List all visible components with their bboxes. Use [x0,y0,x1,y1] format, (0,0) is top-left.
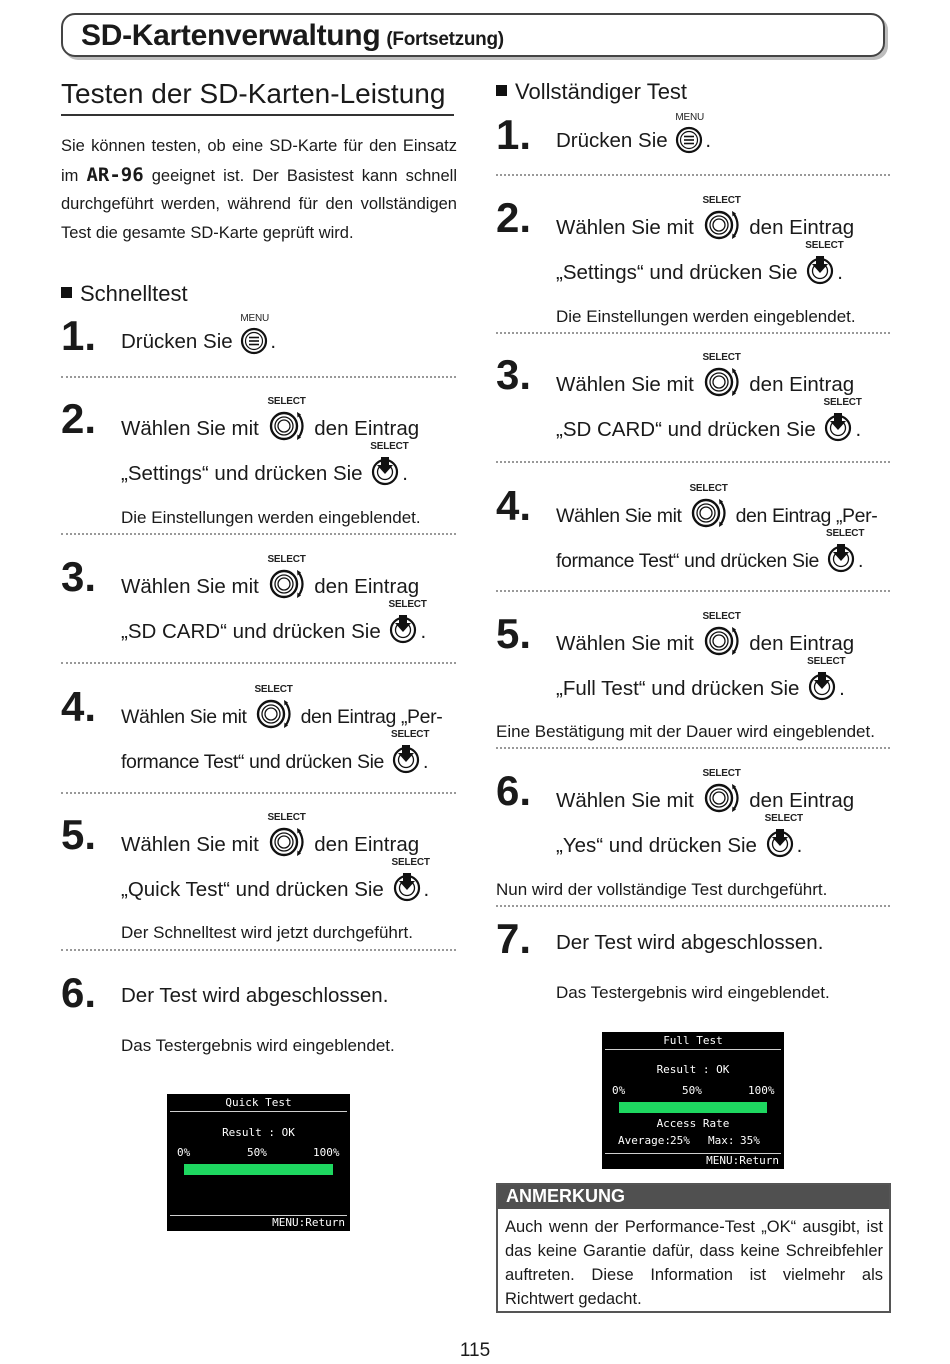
step-number: 3. [61,553,97,600]
note-text: Auch wenn der Performance-Test „OK“ ausgibt, ist das keine Garantie dafür, dass keine Schreibfehler auftreten. Diese Information ist vielmehr als Richtwert gedacht. [505,1218,883,1308]
progress-bar [184,1164,333,1175]
step-note: Das Testergebnis wird eingeblendet. [121,1036,395,1055]
step-text: „Settings“ und drücken Sie SELECT . [556,240,844,284]
quick-test-screen [167,1094,350,1231]
progress-bar [619,1102,767,1113]
menu-button-icon: MENU [675,126,703,154]
select-press-icon: SELECT [391,743,421,775]
step-number: 2. [61,395,97,442]
screen-title: Quick Test [225,1096,292,1109]
step-text: Wählen Sie mit SELECT den Eintrag [121,812,420,856]
select-dial-icon: SELECT [702,366,742,398]
step-number: 1. [61,312,97,359]
select-press-icon: SELECT [370,455,400,487]
access-rate-label: Access Rate [656,1117,730,1130]
step-number: 2. [496,194,532,241]
divider [61,949,456,951]
screen-title: Full Test [663,1034,723,1047]
select-press-icon: SELECT [823,411,853,443]
result-text: Result : OK [222,1126,295,1139]
screen-divider [170,1111,347,1112]
select-press-icon: SELECT [805,254,835,286]
step-number: 7. [496,915,532,962]
divider [496,747,890,749]
select-press-icon: SELECT [807,670,837,702]
step-number: 3. [496,351,532,398]
divider [61,533,456,535]
step-text: „SD CARD“ und drücken Sie SELECT . [556,397,862,441]
average-label: Average: [618,1134,671,1147]
step-text: Der Test wird abgeschlossen. [556,931,824,954]
select-press-icon: SELECT [826,542,856,574]
full-test-screen [602,1032,784,1169]
progress-label-100: 100% [748,1084,775,1097]
section-title: Testen der SD-Karten-Leistung [61,78,454,116]
max-label: Max: [708,1134,735,1147]
select-dial-icon: SELECT [267,568,307,600]
full-test-heading: Vollständiger Test [496,79,687,105]
select-dial-icon: SELECT [702,209,742,241]
divider [496,174,890,176]
select-press-icon: SELECT [388,613,418,645]
select-press-icon: SELECT [392,871,422,903]
step-text: Der Test wird abgeschlossen. [121,984,389,1007]
page-title: SD-Kartenverwaltung (Fortsetzung) [81,19,504,52]
step-text: formance Test“ und drücken Sie SELECT . [121,729,430,773]
progress-label-0: 0% [177,1146,191,1159]
progress-label-0: 0% [612,1084,626,1097]
step-text: „Full Test“ und drücken Sie SELECT . [556,656,846,700]
step-text: Wählen Sie mit SELECT den Eintrag [556,352,855,396]
progress-label-50: 50% [247,1146,267,1159]
page-subtitle: (Fortsetzung) [386,29,504,50]
menu-button-icon: MENU [240,327,268,355]
select-dial-icon: SELECT [267,826,307,858]
screen-footer: MENU:Return [272,1216,345,1229]
result-text: Result : OK [656,1063,730,1076]
step-text: „Settings“ und drücken Sie SELECT . [121,441,409,485]
intro-paragraph: Sie können testen, ob eine SD-Karte für den Einsatz im AR-96 geeignet ist. Der Basistest kann schnell durchgeführt werden, während für den vollständigen Test die gesamte SD-Karte geprüft wird. [61,137,457,242]
divider [496,905,890,907]
step-number: 5. [496,610,532,657]
divider [61,376,456,378]
step-number: 1. [496,111,532,158]
step-text: Wählen Sie mit SELECT den Eintrag „Per- [556,483,878,527]
screen-footer: MENU:Return [706,1154,779,1167]
divider [61,662,456,664]
step-text: Wählen Sie mit SELECT den Eintrag [556,768,855,812]
divider [496,332,890,334]
screen-divider [605,1049,781,1050]
progress-label-100: 100% [313,1146,340,1159]
step-note: Nun wird der vollständige Test durchgeführt. [496,880,828,899]
divider [496,461,890,463]
step-text: Wählen Sie mit SELECT den Eintrag [121,554,420,598]
step-text: formance Test“ und drücken Sie SELECT . [556,528,865,572]
quick-test-heading: Schnelltest [61,281,188,307]
max-value: 35% [740,1134,760,1147]
divider [496,590,890,592]
step-text: Wählen Sie mit SELECT den Eintrag [556,195,855,239]
step-text: Wählen Sie mit SELECT den Eintrag [556,611,855,655]
step-note: Der Schnelltest wird jetzt durchgeführt. [121,923,413,942]
step-text: „Quick Test“ und drücken Sie SELECT . [121,857,430,901]
step-text: „SD CARD“ und drücken Sie SELECT . [121,599,427,643]
progress-label-50: 50% [682,1084,702,1097]
step-number: 6. [61,969,97,1016]
step-text: Drücken Sie MENU . [121,313,277,353]
page-header [61,13,885,57]
step-text: Wählen Sie mit SELECT den Eintrag „Per- [121,684,443,728]
step-number: 4. [61,683,97,730]
select-dial-icon: SELECT [702,625,742,657]
divider [61,792,456,794]
step-note: Das Testergebnis wird eingeblendet. [556,983,830,1002]
average-value: 25% [670,1134,690,1147]
note-box [496,1183,891,1313]
select-dial-icon: SELECT [254,698,294,730]
step-number: 4. [496,482,532,529]
select-dial-icon: SELECT [689,497,729,529]
step-text: „Yes“ und drücken Sie SELECT . [556,813,803,857]
step-text: Wählen Sie mit SELECT den Eintrag [121,396,420,440]
page-number: 115 [459,1340,491,1361]
step-note: Die Einstellungen werden eingeblendet. [121,508,421,527]
step-text: Drücken Sie MENU . [556,112,712,152]
model-name: AR-96 [86,163,144,186]
select-dial-icon: SELECT [702,782,742,814]
step-number: 6. [496,767,532,814]
select-press-icon: SELECT [765,827,795,859]
select-dial-icon: SELECT [267,410,307,442]
step-number: 5. [61,811,97,858]
step-note: Die Einstellungen werden eingeblendet. [556,307,856,326]
step-note: Eine Bestätigung mit der Dauer wird eingeblendet. [496,722,875,741]
note-title: ANMERKUNG [498,1185,889,1209]
